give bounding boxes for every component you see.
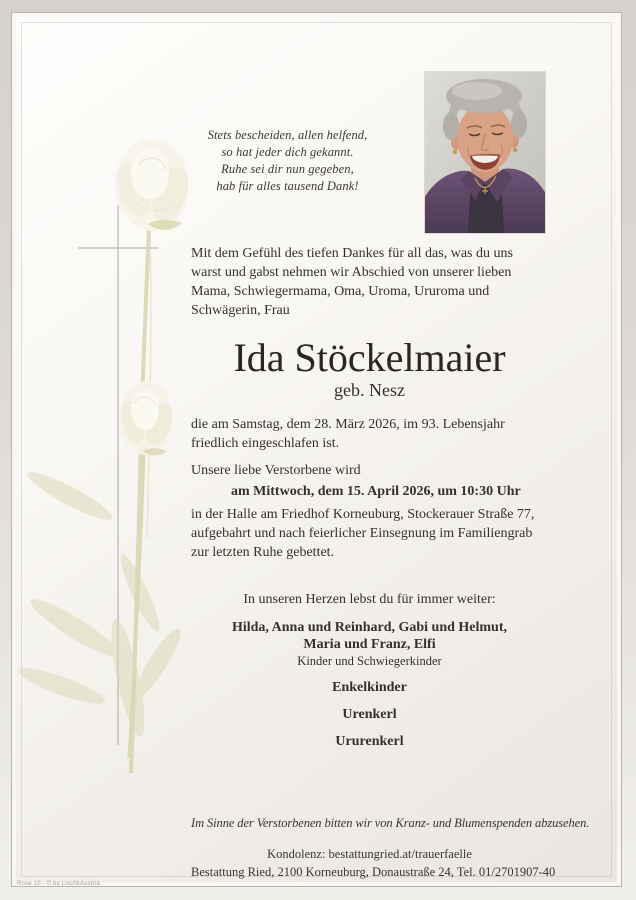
family-names-line2: Maria und Franz, Elfi (303, 637, 436, 652)
portrait-illustration (425, 72, 545, 233)
memorial-poem (180, 127, 395, 195)
poem-line: so hat jeder dich gekannt. (221, 145, 354, 159)
service-location-paragraph (191, 505, 548, 562)
death-line: die am Samstag, dem 28. März 2026, im 93. Lebensjahr (191, 417, 505, 432)
service-datetime: am Mittwoch, dem 15. April 2026, um 10:30 Uhr (231, 484, 521, 499)
poem-line: Ruhe sei dir nun gegeben, (221, 162, 354, 176)
poem-line: Stets bescheiden, allen helfend, (207, 128, 368, 142)
location-line: in der Halle am Friedhof Korneuburg, Stockerauer Straße 77, (191, 507, 535, 522)
rose-bloom-bottom (117, 381, 178, 456)
maiden-name: geb. Nesz (334, 380, 405, 400)
funeral-home-line: Bestattung Ried, 2100 Korneuburg, Donaustraße 24, Tel. 01/2701907-40 (191, 865, 556, 879)
great-grandchild-label: Urenkerl (342, 707, 397, 722)
location-line: aufgebahrt und nach feierlicher Einsegnung im Familiengrab (191, 526, 533, 541)
location-line: zur letzten Ruhe gebettet. (191, 545, 335, 560)
announcement-text (191, 244, 548, 750)
grandchildren-label: Enkelkinder (332, 680, 407, 695)
watermark-credit: Rose 10 - © by LischkAustria (17, 881, 101, 887)
deceased-name: Ida Stöckelmaier (233, 335, 506, 380)
intro-line: warst und gabst nehmen wir Abschied von unserer lieben (191, 265, 512, 280)
service-intro: Unsere liebe Verstorbene wird (191, 463, 361, 478)
condolence-line: Kondolenz: bestattungried.at/trauerfaelle (267, 847, 472, 861)
intro-paragraph (191, 244, 548, 320)
remembrance-heading: In unseren Herzen lebst du für immer weiter: (243, 592, 496, 607)
intro-line: Mit dem Gefühl des tiefen Dankes für all das, was du uns (191, 246, 513, 261)
portrait-photo (425, 72, 545, 233)
death-date-paragraph (191, 415, 548, 453)
family-names-line1: Hilda, Anna und Reinhard, Gabi und Helmut, (231, 620, 508, 635)
poem-line: hab für alles tausend Dank! (216, 179, 359, 193)
footer-block (191, 815, 590, 881)
white-rose-graphic (0, 118, 220, 818)
rose-leaves (16, 466, 187, 739)
intro-line: Schwägerin, Frau (191, 303, 290, 318)
death-line: friedlich eingeschlafen ist. (191, 436, 340, 451)
family-role: Kinder und Schwiegerkinder (297, 654, 442, 668)
donation-note: Im Sinne der Verstorbenen bitten wir von Kranz- und Blumenspenden abzusehen. (191, 816, 590, 830)
great-great-grandchild-label: Ururenkerl (335, 734, 404, 749)
intro-line: Mama, Schwiegermama, Oma, Uroma, Ururoma und (191, 284, 490, 299)
